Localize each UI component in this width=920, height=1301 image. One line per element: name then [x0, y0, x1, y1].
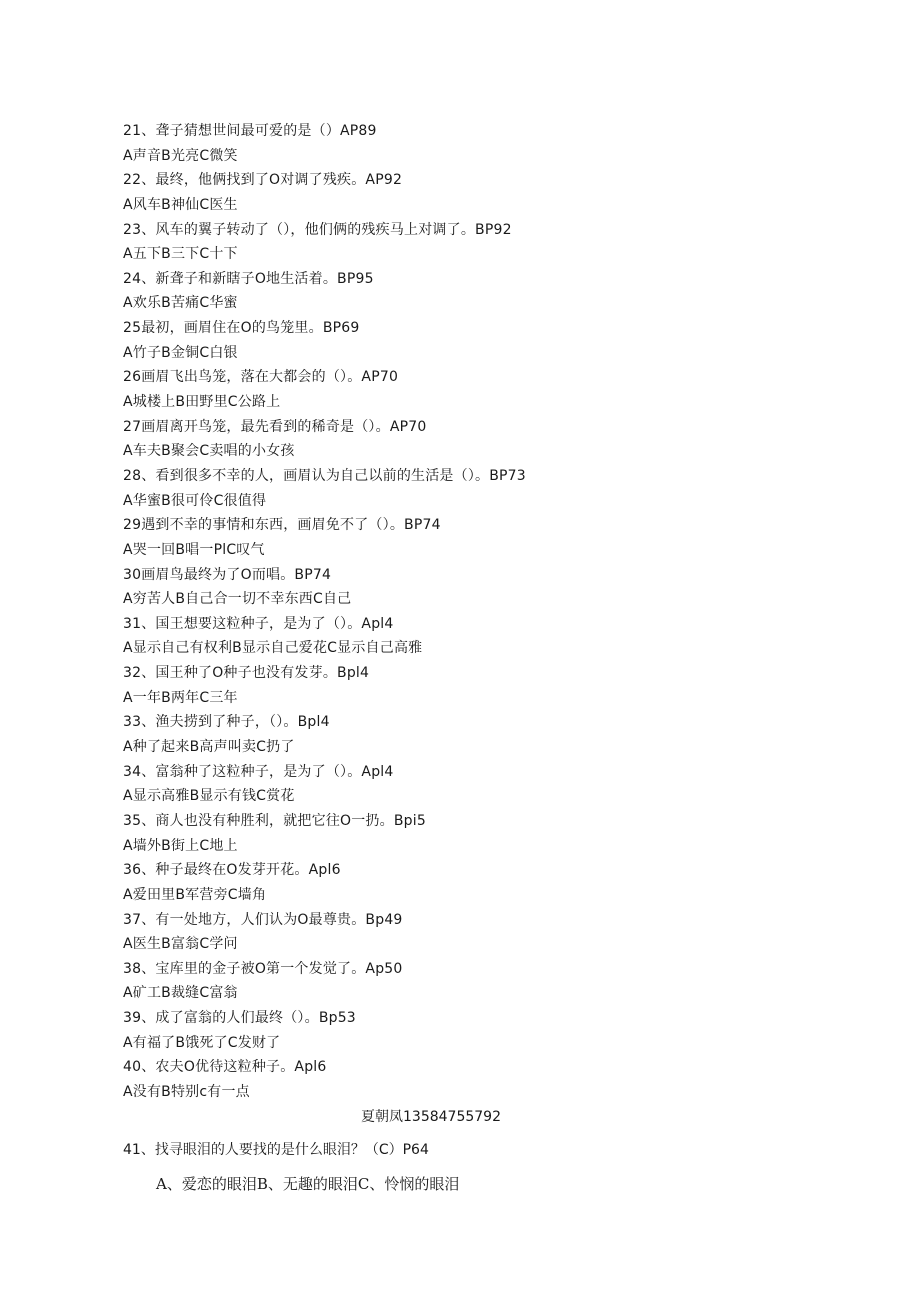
question-line: 38、宝库里的金子被O第一个发觉了。Ap50	[123, 960, 403, 977]
answer-options-line: A矿工B裁缝C富翁	[123, 985, 238, 1002]
answer-options-line: A没有B特别c有一点	[123, 1083, 250, 1100]
answer-options-line: A城楼上B田野里C公路上	[123, 394, 281, 411]
question-line: 34、富翁种了这粒种子，是为了（）。Apl4	[123, 763, 394, 780]
answer-options-line: A欢乐B苦痛C华蜜	[123, 295, 238, 312]
answer-options-line: A五下B三下C十下	[123, 246, 238, 263]
question-line: 30画眉鸟最终为了O而唱。BP74	[123, 566, 332, 583]
question-line: 22、最终，他俩找到了O对调了残疾。AP92	[123, 172, 403, 189]
question-line: 39、成了富翁的人们最终（）。Bp53	[123, 1010, 356, 1027]
question-line: 27画眉离开鸟笼，最先看到的稀奇是（）。AP70	[123, 418, 427, 435]
question-list	[123, 119, 823, 1105]
question-line: 37、有一处地方，人们认为O最尊贵。Bp49	[123, 911, 403, 928]
answer-options-line: A华蜜B很可伶C很值得	[123, 492, 267, 509]
question-line: 23、风车的翼子转动了（），他们俩的残疾马上对调了。BP92	[123, 221, 512, 238]
question-line: 25最初，画眉住在O的鸟笼里。BP69	[123, 320, 360, 337]
answer-options-line: A医生B富翁C学问	[123, 936, 238, 953]
question-line: 33、渔夫捞到了种子，（）。Bpl4	[123, 714, 330, 731]
question-line: 40、农夫O优待这粒种子。Apl6	[123, 1059, 327, 1076]
author-contact: 夏朝凤13584755792	[361, 1109, 501, 1125]
answer-options-line: A爱田里B军营旁C墙角	[123, 886, 267, 903]
answer-options-line: A有福了B饿死了C发财了	[123, 1034, 281, 1051]
answer-options-line: A一年B两年C三年	[123, 689, 238, 706]
answer-options-line: A哭一回B唱一PlC叹气	[123, 541, 265, 558]
answer-options-line: A车夫B聚会C卖唱的小女孩	[123, 443, 295, 460]
answer-options-line: A显示自己有权利B显示自己爱花C显示自己高雅	[123, 640, 423, 657]
question-line: 29遇到不幸的事情和东西，画眉免不了（）。BP74	[123, 517, 441, 534]
answer-options-line: A风车B神仙C医生	[123, 196, 238, 213]
question-line: 36、种子最终在O发芽开花。Apl6	[123, 862, 341, 879]
question-41: 41、找寻眼泪的人要找的是什么眼泪？（C）P64	[123, 1142, 429, 1158]
question-line: 24、新聋子和新瞎子O地生活着。BP95	[123, 270, 374, 287]
question-line: 26画眉飞出鸟笼，落在大都会的（）。AP70	[123, 369, 399, 386]
answer-options-line: A穷苦人B自己合一切不幸东西C自己	[123, 591, 352, 608]
answer-options-line: A墙外B街上C地上	[123, 837, 238, 854]
question-line: 32、国王种了O种子也没有发芽。Bpl4	[123, 665, 370, 682]
question-line: 21、聋子猜想世间最可爱的是（）AP89	[123, 123, 377, 139]
question-line: 28、看到很多不幸的人，画眉认为自己以前的生活是（）。BP73	[123, 467, 526, 484]
question-41-options: A、爱恋的眼泪B、无趣的眼泪C、怜悯的眼泪	[156, 1175, 460, 1193]
answer-options-line: A种了起来B高声叫卖C扔了	[123, 739, 295, 756]
answer-options-line: A竹子B金铜C白银	[123, 344, 238, 361]
question-line: 31、国王想要这粒种子，是为了（）。Apl4	[123, 615, 394, 632]
answer-options-line: A显示高雅B显示有钱C赏花	[123, 788, 295, 805]
answer-options-line: A声音B光亮C微笑	[123, 147, 238, 164]
question-line: 35、商人也没有种胜利，就把它往O一扔。Bpi5	[123, 812, 426, 829]
